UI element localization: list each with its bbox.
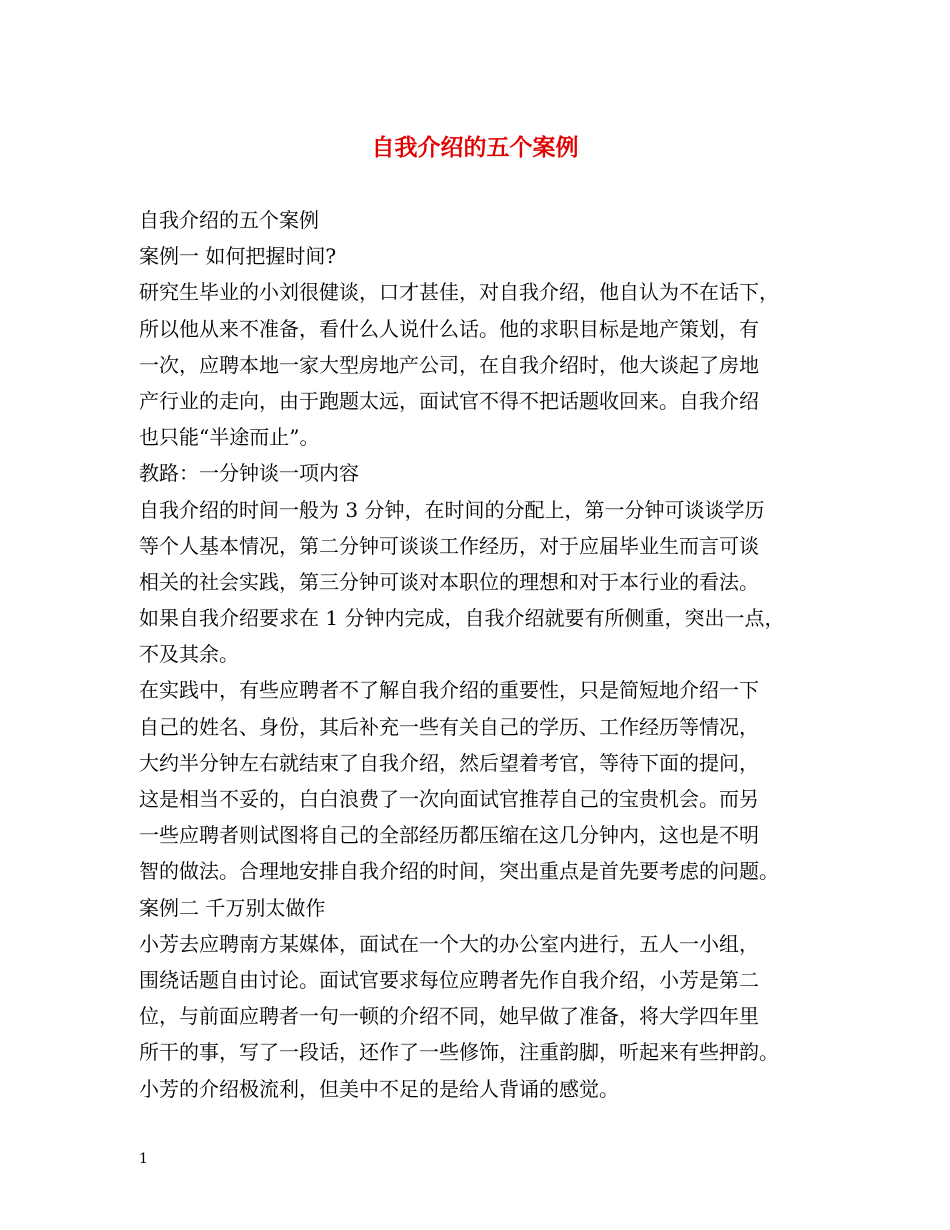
text-line: 所干的事，写了一段话，还作了一些修饰，注重韵脚，听起来有些押韵。	[139, 1040, 779, 1065]
text-line: 案例二 千万别太做作	[139, 895, 326, 920]
text-line: 一次，应聘本地一家大型房地产公司，在自我介绍时，他大谈起了房地	[139, 352, 759, 377]
text-line: 在实践中，有些应聘者不了解自我介绍的重要性，只是简短地介绍一下	[139, 678, 759, 703]
text-line: 产行业的走向，由于跑题太远，面试官不得不把话题收回来。自我介绍	[139, 388, 759, 413]
body-text	[139, 202, 839, 1107]
text-line: 自我介绍的五个案例	[139, 208, 319, 232]
text-line: 研究生毕业的小刘很健谈，口才甚佳，对自我介绍，他自认为不在话下，	[139, 280, 779, 305]
page-title: 自我介绍的五个案例	[371, 134, 579, 161]
text-line: 也只能“半途而止”。	[139, 425, 320, 450]
text-line: 小芳去应聘南方某媒体，面试在一个大的办公室内进行，五人一小组，	[139, 931, 759, 956]
text-line: 教路：一分钟谈一项内容	[139, 461, 359, 486]
text-line: 不及其余。	[139, 642, 239, 667]
text-line: 围绕话题自由讨论。面试官要求每位应聘者先作自我介绍，小芳是第二	[139, 967, 759, 992]
text-line: 位，与前面应聘者一句一顿的介绍不同，她早做了准备，将大学四年里	[139, 1004, 759, 1029]
text-line: 等个人基本情况，第二分钟可谈谈工作经历，对于应届毕业生而言可谈	[139, 533, 759, 558]
text-line: 自我介绍的时间一般为 3 分钟，在时间的分配上，第一分钟可谈谈学历	[139, 497, 765, 522]
text-line: 如果自我介绍要求在 1 分钟内完成，自我介绍就要有所侧重，突出一点，	[139, 606, 785, 631]
text-line: 小芳的介绍极流利，但美中不足的是给人背诵的感觉。	[139, 1076, 619, 1101]
text-line: 案例一 如何把握时间?	[139, 244, 337, 269]
text-line: 相关的社会实践，第三分钟可谈对本职位的理想和对于本行业的看法。	[139, 569, 759, 594]
text-line: 自己的姓名、身份，其后补充一些有关自己的学历、工作经历等情况，	[139, 714, 759, 739]
text-line: 所以他从来不准备，看什么人说什么话。他的求职目标是地产策划，有	[139, 316, 759, 341]
text-line: 这是相当不妥的，白白浪费了一次向面试官推荐自己的宝贵机会。而另	[139, 787, 759, 811]
text-line: 智的做法。合理地安排自我介绍的时间，突出重点是首先要考虑的问题。	[139, 859, 779, 884]
text-line: 一些应聘者则试图将自己的全部经历都压缩在这几分钟内，这也是不明	[139, 823, 759, 848]
page-number: 1	[139, 1151, 148, 1167]
text-line: 大约半分钟左右就结束了自我介绍，然后望着考官，等待下面的提问，	[139, 750, 759, 775]
